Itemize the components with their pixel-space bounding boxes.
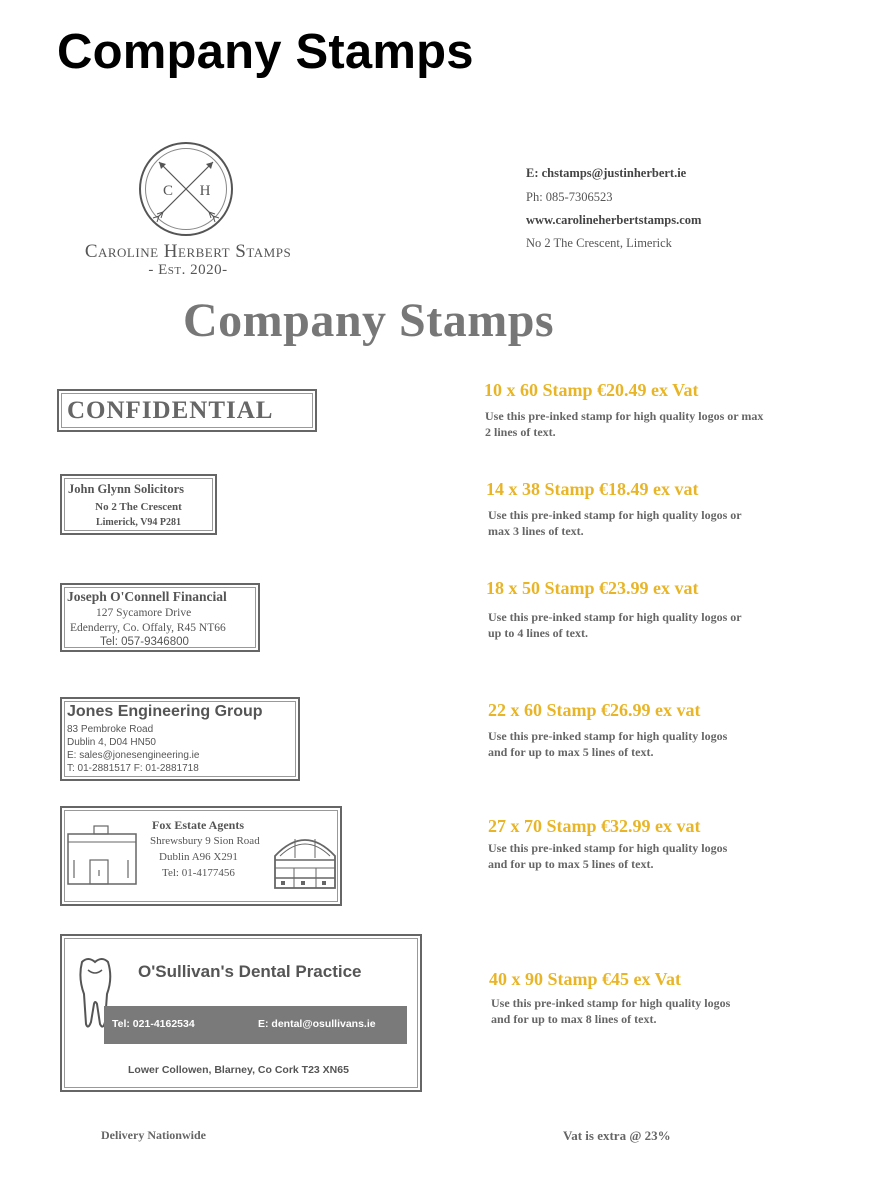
stamp-line: Shrewsbury 9 Sion Road [150, 835, 260, 847]
product-description: Use this pre-inked stamp for high quality logos and for up to max 5 lines of text. [488, 841, 728, 871]
product-description: Use this pre-inked stamp for high quality logos or max 2 lines of text. [485, 409, 764, 439]
stamp-sample-oconnell [60, 583, 260, 652]
logo-company-name: Caroline Herbert Stamps [84, 241, 292, 262]
stamp-line: E: sales@jonesengineering.ie [67, 750, 200, 761]
house-icon [64, 824, 140, 888]
product-description: Use this pre-inked stamp for high quality logos or up to 4 lines of text. [488, 610, 742, 640]
stamp-line: No 2 The Crescent [95, 501, 182, 513]
stamp-line: Limerick, V94 P281 [95, 517, 182, 528]
arrows-logo-icon [139, 142, 233, 236]
product-price: 18 x 50 Stamp €23.99 ex vat [486, 578, 699, 598]
logo-initial-right: H [199, 183, 211, 199]
product-price: 40 x 90 Stamp €45 ex Vat [489, 969, 682, 989]
product-price: 10 x 60 Stamp €20.49 ex Vat [484, 380, 699, 400]
contact-phone: Ph: 085-7306523 [526, 190, 613, 204]
confidential-text: CONFIDENTIAL [67, 397, 274, 424]
product-price: 27 x 70 Stamp €32.99 ex vat [488, 816, 701, 836]
product-description: Use this pre-inked stamp for high quality logos and for up to max 8 lines of text. [491, 996, 731, 1026]
stamp-line: Tel: 057-9346800 [100, 636, 189, 648]
stamp-line: O'Sullivan's Dental Practice [138, 962, 362, 981]
stamp-line: 83 Pembroke Road [67, 724, 154, 735]
product-price: 14 x 38 Stamp €18.49 ex vat [486, 479, 699, 499]
stamp-line: Dublin 4, D04 HN50 [67, 737, 156, 748]
contact-email: E: chstamps@justinherbert.ie [526, 166, 687, 180]
page-title: Company Stamps [57, 25, 474, 79]
stamp-line: Jones Engineering Group [67, 703, 263, 720]
storefront-icon [272, 828, 338, 890]
contact-website: www.carolineherbertstamps.com [526, 213, 702, 227]
stamp-line: Edenderry, Co. Offaly, R45 NT66 [70, 622, 226, 634]
contact-address: No 2 The Crescent, Limerick [526, 236, 672, 250]
stamp-line: Joseph O'Connell Financial [67, 589, 227, 604]
stamp-sample-confidential [57, 389, 317, 432]
stamp-line: E: dental@osullivans.ie [258, 1018, 376, 1030]
stamp-line: Fox Estate Agents [152, 818, 244, 832]
stamp-line: Dublin A96 X291 [159, 851, 238, 863]
stamp-sample-jones [60, 697, 300, 781]
stamp-sample-osullivan [60, 934, 422, 1092]
contact-bar [104, 1006, 407, 1044]
document-heading: Company Stamps [183, 294, 555, 347]
stamp-line: Tel: 021-4162534 [112, 1018, 195, 1030]
stamp-line: T: 01-2881517 F: 01-2881718 [67, 763, 199, 774]
logo-initial-left: C [162, 183, 174, 199]
stamp-line: 127 Sycamore Drive [96, 607, 192, 619]
logo-established: - Est. 2020- [148, 262, 228, 278]
stamp-sample-glynn [60, 474, 217, 535]
stamp-sample-fox [60, 806, 342, 906]
product-description: Use this pre-inked stamp for high quality logos or max 3 lines of text. [488, 508, 742, 538]
stamp-line: John Glynn Solicitors [68, 482, 184, 496]
product-price: 22 x 60 Stamp €26.99 ex vat [488, 700, 701, 720]
stamp-line: Tel: 01-4177456 [162, 867, 235, 879]
vat-note: Vat is extra @ 23% [563, 1128, 671, 1143]
delivery-note: Delivery Nationwide [101, 1128, 206, 1142]
product-description: Use this pre-inked stamp for high quality logos and for up to max 5 lines of text. [488, 729, 728, 759]
stamp-line: Lower Collowen, Blarney, Co Cork T23 XN65 [128, 1064, 349, 1076]
